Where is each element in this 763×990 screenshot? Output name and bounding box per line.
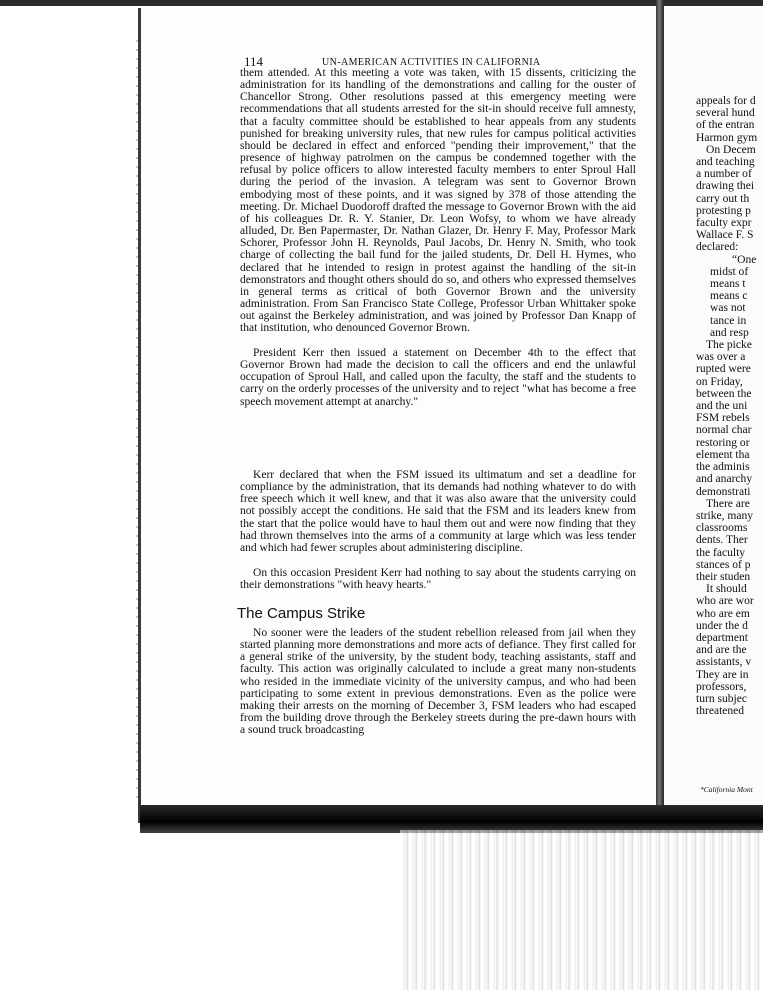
right-line: was over a	[696, 351, 746, 364]
right-line: the adminis	[696, 461, 750, 474]
page-edge	[138, 8, 141, 823]
bottom-shadow	[140, 805, 763, 833]
right-line: Wallace F. S	[696, 229, 754, 242]
running-head: UN-AMERICAN ACTIVITIES IN CALIFORNIA	[322, 57, 541, 68]
right-line: faculty expr	[696, 217, 752, 230]
book-gutter	[656, 0, 664, 830]
right-line: professors,	[696, 680, 747, 693]
right-line: restoring or	[696, 436, 750, 449]
right-line: FSM rebels	[696, 412, 750, 425]
right-line: and are the	[696, 644, 747, 657]
right-line: normal char	[696, 424, 752, 437]
right-line: and anarchy	[696, 473, 753, 486]
right-line: means t	[710, 278, 746, 291]
right-line: classrooms	[696, 522, 748, 535]
right-line: Harmon gym	[696, 131, 758, 144]
right-footnote: *California Mont	[700, 785, 753, 794]
right-line: rupted were	[696, 363, 751, 376]
right-line: department	[696, 631, 748, 644]
right-line: who are wor	[696, 595, 754, 608]
page-number: 114	[244, 54, 264, 69]
right-page-text	[696, 95, 763, 717]
right-line: appeals for d	[696, 95, 756, 107]
right-line: means c	[710, 290, 748, 303]
right-line: who are em	[696, 607, 750, 620]
right-line: threatened	[696, 705, 745, 718]
right-line: and teaching	[696, 156, 755, 169]
right-line: turn subjec	[696, 692, 747, 705]
right-line: on Friday,	[696, 375, 743, 388]
paragraph-5-text: No sooner were the leaders of the student rebellion released from jail when they started planning more demonstrations and more acts of defiance. They first called for a general strike of the university, by the student body, teaching assistants, staff and faculty. This action was originally calculated to include a great many non-students who resided in the immediate vicinity of the university campus, and who had been participating to some extent in previous demonstrations. Even as the police were making their arrests on the morning of December 3, FSM leaders who had escaped from the building drove through the Berkeley streets during the pre-dawn hours with a sound truck broadcasting	[240, 627, 636, 737]
paragraph-5	[240, 627, 636, 736]
right-line: tance in	[710, 314, 747, 327]
right-line: of the entran	[696, 119, 755, 132]
scan-noise	[400, 830, 763, 990]
scan-dots	[136, 40, 138, 800]
paragraph-4-text: On this occasion President Kerr had nothing to say about the students carrying on their demonstrations "with heavy hearts."	[240, 567, 636, 592]
right-line: They are in	[696, 668, 749, 681]
right-line: carry out th	[696, 192, 750, 205]
right-line: several hund	[696, 107, 755, 120]
right-line: element tha	[696, 448, 750, 461]
right-line: “One	[732, 253, 757, 266]
right-line: drawing thei	[696, 180, 755, 193]
paragraph-4	[240, 567, 636, 591]
right-line: under the d	[696, 619, 748, 632]
right-line: On Decem	[706, 143, 756, 156]
right-line: and the uni	[696, 400, 748, 413]
paragraph-3-text: Kerr declared that when the FSM issued its ultimatum and set a deadline for compliance by the administration, that its demands had nothing whatever to do with free speech which it well knew, and that it was also aware that the university could not possibly accept the conditions. He said that the FSM and its leaders knew from the start that the police would have to haul them out and were now finding that they had thrown themselves into the arms of a community at large which was less tender and which had fewer scruples about administering discipline.	[240, 469, 636, 554]
paragraph-3	[240, 469, 636, 554]
right-line: It should	[706, 583, 747, 596]
right-line: protesting p	[696, 204, 751, 217]
right-line: and resp	[710, 326, 749, 339]
right-line: dents. Ther	[696, 534, 748, 547]
section-heading: The Campus Strike	[237, 605, 366, 622]
right-line: The picke	[706, 339, 752, 352]
right-line: the faculty	[696, 546, 746, 559]
paragraph-2-text: President Kerr then issued a statement on December 4th to the effect that Governor Brown had made the decision to call the officers and end the unlawful occupation of Sproul Hall, and called upon the faculty, the staff and the students to carry on the orderly processes of the university and to reject "what has become a free speech movement attempt at anarchy."	[240, 347, 636, 408]
paragraph-2	[240, 347, 636, 408]
right-line: strike, many	[696, 509, 754, 522]
right-line: There are	[706, 497, 750, 510]
right-line: their studen	[696, 570, 751, 583]
paragraph-1-text: them attended. At this meeting a vote was taken, with 15 dissents, criticizing the administration for its handling of the demonstrations and calling for the ouster of Chancellor Strong. Other resolutions passed at this emergency meeting were recommendations that all students arrested for the sit-in should receive full amnesty, that a faculty committee should be established to hear appeals from any students punished for breaking university rules, that new rules for campus political activities should be declared in effect and enforced "pending their improvement," that the presence of highway patrolmen on the campus be condemned together with the refusal by police officers to allow interested faculty members to enter Sproul Hall during the period of the invasion. A telegram was sent to Governor Brown embodying most of these points, and it was signed by 378 of those attending the meeting. Dr. Michael Duodoroff drafted the message to Governor Brown with the aid of his colleagues Dr. R. Y. Stanier, Dr. Leon Wofsy, to whom we have already alluded, Dr. Ben Papermaster, Dr. Nathan Glazer, Dr. Henry F. May, Professor Mark Schorer, Professor John H. Reynolds, Paul Jacobs, Dr. Henry N. Smith, who took charge of collecting the bail fund for the jailed students, Dr. Dell H. Hymes, who declared that he intended to resign in protest against the handling of the sit-in demonstrators and thought others should do so, and others who expressed themselves in general terms as critical of both Governor Brown and the university administration. From San Francisco State College, Professor Urban Whittaker spoke out against the Berkeley administration, and was joined by Professor Dan Knapp of that institution, who denounced Governor Brown.	[240, 67, 636, 335]
right-line: declared:	[696, 241, 739, 254]
right-line: demonstrati	[696, 485, 751, 498]
right-line: midst of	[710, 265, 749, 278]
right-line: assistants, v	[696, 656, 752, 669]
right-line: between the	[696, 387, 752, 400]
right-line: was not	[710, 302, 746, 315]
right-line: stances of p	[696, 558, 751, 571]
right-line: a number of	[696, 168, 752, 181]
scan-top-edge	[0, 0, 763, 6]
paragraph-1	[240, 67, 636, 334]
